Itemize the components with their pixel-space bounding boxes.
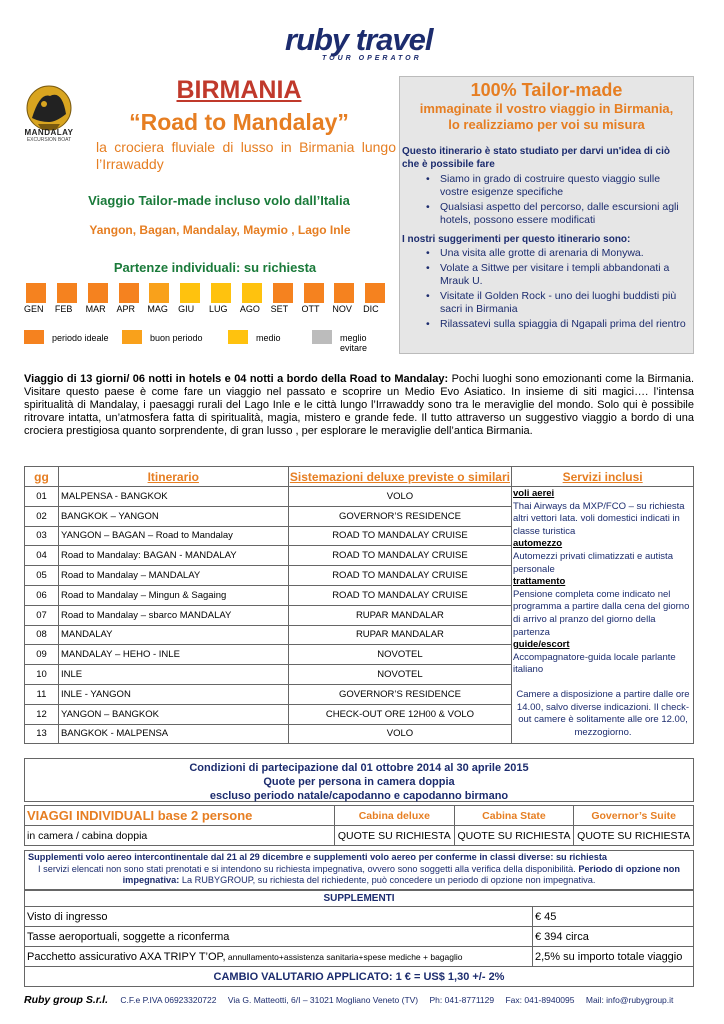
list-item: • Visitate il Golden Rock - uno dei luoghi buddisti più sacri in Birmania bbox=[440, 290, 687, 316]
cruise-description: la crociera fluviale di lusso in Birmania lungo l’Irrawaddy bbox=[96, 139, 396, 172]
accommodation: GOVERNOR’S RESIDENCE bbox=[288, 684, 512, 704]
month-label: AGO bbox=[239, 304, 260, 314]
itinerary-stage: INLE bbox=[58, 665, 288, 685]
table-header-row bbox=[25, 467, 694, 487]
tailor-made-line: Viaggio Tailor-made incluso volo dall’Italia bbox=[88, 193, 350, 208]
supplement-note-option-text: La RUBYGROUP, su richiesta del richiedente, può concedere un periodo di opzione non impegnativa. bbox=[179, 875, 596, 885]
col-header-services: Servizi inclusi bbox=[512, 467, 694, 487]
tailor-made-bullets bbox=[440, 173, 687, 227]
month-cell bbox=[180, 283, 200, 303]
trip-description bbox=[24, 373, 694, 438]
table-row bbox=[25, 907, 694, 927]
header bbox=[0, 22, 724, 70]
legend-label: meglio evitare bbox=[340, 333, 368, 353]
month-cell bbox=[57, 283, 77, 303]
brand-tagline: TOUR OPERATOR bbox=[322, 55, 422, 62]
months-labels bbox=[24, 304, 394, 316]
supplements-title: SUPPLEMENTI bbox=[25, 891, 694, 907]
itinerary-stage: MALPENSA - BANGKOK bbox=[58, 487, 288, 507]
trip-description-text: Pochi luoghi sono emozionanti come la Birmania. Visitare questo paese è come fare un viaggio nel passato e scoprire un Medio Evo Asiatico. In insieme di siti magici…. l’intensa spiritualità di Mandalay, i paesaggi rurali del Lago Inle e le città lungo l’Irrawaddy sono tra le meraviglie del mondo. Solo qui è possibile ritrovare intatta, un’atmosfera fatta di spiritualità, magia, mistero e grande fede. Il tutto attraverso un suggestivo viaggio a bordo di una crociera prestigiosa quanto sorprendente, di gran lusso , per esplorare le meraviglie dell’antica Birmania. bbox=[24, 373, 694, 437]
col-header-day: gg bbox=[25, 467, 59, 487]
day-number: 12 bbox=[25, 704, 59, 724]
itinerary-stage: YANGON – BAGAN – Road to Mandalay bbox=[58, 526, 288, 546]
services-guide-title: guide/escort bbox=[513, 639, 570, 651]
tailor-made-intro: Questo itinerario è stato studiato per darvi un'idea di ciò che è possibile fare bbox=[402, 146, 670, 170]
included-services bbox=[513, 488, 693, 739]
col-header-itinerary: Itinerario bbox=[58, 467, 288, 487]
departures-line: Partenze individuali: su richiesta bbox=[113, 260, 317, 275]
services-board-title: trattamento bbox=[513, 576, 566, 588]
page-subtitle: “Road to Mandalay” bbox=[129, 109, 349, 135]
services-guide: Accompagnatore-guida locale parlante italiano bbox=[513, 651, 676, 676]
footer-company: Ruby group S.r.l. bbox=[24, 994, 109, 1006]
supplement-notes bbox=[24, 850, 694, 890]
month-cell bbox=[365, 283, 385, 303]
supplement-note-flights: Supplementi volo aereo intercontinentale dal 21 al 29 dicembre e supplementi volo aereo per conferme in classi diverse: su richiesta bbox=[28, 852, 608, 862]
cities-line: Yangon, Bagan, Mandalay, Maymio , Lago Inle bbox=[89, 223, 351, 237]
supplement-label: Pacchetto assicurativo AXA TRIPY T’OP, bbox=[27, 950, 226, 963]
accommodation: ROAD TO MANDALAY CRUISE bbox=[288, 585, 512, 605]
day-number: 08 bbox=[25, 625, 59, 645]
suggestions-list bbox=[440, 247, 687, 331]
month-cell bbox=[273, 283, 293, 303]
period-legend bbox=[24, 330, 394, 353]
list-item: • Rilassatevi sulla spiaggia di Ngapali prima del rientro bbox=[440, 318, 687, 331]
accommodation: RUPAR MANDALAR bbox=[288, 605, 512, 625]
services-board: Pensione completa come indicato nel programma a partire dalla cena del giorno di arrivo al pranzo del giorno della partenza bbox=[513, 588, 690, 638]
month-cell bbox=[334, 283, 354, 303]
accommodation: ROAD TO MANDALAY CRUISE bbox=[288, 526, 512, 546]
accommodation: NOVOTEL bbox=[288, 665, 512, 685]
accommodation: ROAD TO MANDALAY CRUISE bbox=[288, 566, 512, 586]
logo-subtext: EXCURSION BOAT bbox=[26, 137, 72, 143]
services-rooms: Camere a disposizione a partire dalle ore 14.00, salvo diverse indicazioni. Il check-out camere è solitamente alle ore 12.00, mezzogiorno. bbox=[516, 688, 690, 738]
month-label: GIU bbox=[178, 304, 195, 314]
month-label: SET bbox=[270, 304, 289, 314]
accommodation: VOLO bbox=[288, 487, 512, 507]
legend-swatch bbox=[228, 330, 248, 344]
title-block bbox=[80, 76, 398, 136]
day-number: 09 bbox=[25, 645, 59, 665]
day-number: 02 bbox=[25, 506, 59, 526]
month-cell bbox=[211, 283, 231, 303]
services-flights-title: voli aerei bbox=[513, 488, 555, 499]
accommodation: GOVERNOR’S RESIDENCE bbox=[288, 506, 512, 526]
supplements-header-row bbox=[25, 891, 694, 907]
day-number: 03 bbox=[25, 526, 59, 546]
accommodation: NOVOTEL bbox=[288, 645, 512, 665]
itinerary-stage: BANGKOK – YANGON bbox=[58, 506, 288, 526]
tailor-made-sub2: lo realizziamo per voi su misura bbox=[448, 117, 645, 132]
month-label: APR bbox=[116, 304, 136, 314]
logo-text: MANDALAY bbox=[24, 128, 74, 137]
legend-swatch bbox=[312, 330, 332, 344]
trip-description-lead: Viaggio di 13 giorni/ 06 notti in hotels e 04 notti a bordo della Road to Mandalay: bbox=[24, 373, 449, 385]
day-number: 10 bbox=[25, 665, 59, 685]
day-number: 01 bbox=[25, 487, 59, 507]
exchange-rate: CAMBIO VALUTARIO APPLICATO: 1 € = US$ 1,30 +/- 2% bbox=[25, 967, 694, 987]
conditions-box bbox=[24, 758, 694, 802]
month-label: FEB bbox=[54, 304, 73, 314]
list-item: • Siamo in grado di costruire questo viaggio sulle vostre esigenze specifiche bbox=[440, 173, 687, 199]
month-label: MAG bbox=[147, 304, 168, 314]
itinerary-stage: MANDALAY bbox=[58, 625, 288, 645]
supplement-label-insurance bbox=[25, 947, 533, 967]
services-flights: Thai Airways da MXP/FCO – su richiesta altri vettori Iata. voli domestici indicati in classe turistica bbox=[513, 500, 685, 537]
col-header-cabin-state: Cabina State bbox=[454, 806, 574, 826]
quote-value: QUOTE SU RICHIESTA bbox=[574, 826, 694, 846]
itinerary-stage: Road to Mandalay – Mingun & Sagaing bbox=[58, 585, 288, 605]
supplement-label: Visto di ingresso bbox=[25, 907, 533, 927]
conditions-line2: Quote per persona in camera doppia bbox=[263, 776, 455, 788]
legend-swatch bbox=[122, 330, 142, 344]
services-car: Automezzi privati climatizzati e autista personale bbox=[513, 550, 673, 575]
supplements-table bbox=[24, 890, 694, 987]
month-cell bbox=[149, 283, 169, 303]
month-label: MAR bbox=[85, 304, 106, 314]
itinerary-stage: Road to Mandalay – sbarco MANDALAY bbox=[58, 605, 288, 625]
footer-address: Via G. Matteotti, 6/I – 31021 Mogliano Veneto (TV) bbox=[227, 995, 419, 1005]
tailor-made-title: 100% Tailor-made bbox=[470, 80, 623, 100]
month-label: NOV bbox=[332, 304, 352, 314]
months-rating-bar bbox=[24, 283, 394, 303]
quotes-header-row bbox=[25, 806, 694, 826]
list-item: • Qualsiasi aspetto del percorso, dalle escursioni agli hotels, possono essere modificati bbox=[440, 201, 687, 227]
accommodation: RUPAR MANDALAR bbox=[288, 625, 512, 645]
day-number: 04 bbox=[25, 546, 59, 566]
footer-phone: Ph: 041-8771129 bbox=[429, 995, 495, 1005]
supplement-note-services-text: I servizi elencati non sono stati prenotati e si intendono su richiesta impegnativa, ovvero sono soggetti alla verifica della disponibilità. bbox=[38, 863, 576, 874]
month-label: DIC bbox=[363, 304, 379, 314]
day-number: 07 bbox=[25, 605, 59, 625]
month-cell bbox=[88, 283, 108, 303]
accommodation: VOLO bbox=[288, 724, 512, 744]
tailor-made-box bbox=[399, 76, 694, 354]
itinerary-stage: INLE - YANGON bbox=[58, 684, 288, 704]
tailor-made-sub1: immaginate il vostro viaggio in Birmania, bbox=[419, 101, 674, 116]
supplement-label: Tasse aeroportuali, soggette a riconferma bbox=[25, 927, 533, 947]
month-label: GEN bbox=[24, 304, 44, 314]
legend-label: medio bbox=[256, 333, 281, 343]
quote-value: QUOTE SU RICHIESTA bbox=[454, 826, 574, 846]
itinerary-stage: MANDALAY – HEHO - INLE bbox=[58, 645, 288, 665]
footer-fax: Fax: 041-8940095 bbox=[505, 995, 575, 1005]
table-row bbox=[25, 927, 694, 947]
col-header-accommodation: Sistemazioni deluxe previste o similari bbox=[288, 467, 512, 487]
itinerary-stage: Road to Mandalay: BAGAN - MANDALAY bbox=[58, 546, 288, 566]
conditions-line3: escluso periodo natale/capodanno e capodanno birmano bbox=[209, 790, 509, 802]
suggestions-title: I nostri suggerimenti per questo itinerario sono: bbox=[402, 234, 631, 245]
month-cell bbox=[119, 283, 139, 303]
page-title: BIRMANIA bbox=[176, 76, 302, 104]
itinerary-stage: YANGON – BANGKOK bbox=[58, 704, 288, 724]
conditions-line1: Condizioni di partecipazione dal 01 ottobre 2014 al 30 aprile 2015 bbox=[189, 762, 529, 774]
table-row bbox=[25, 947, 694, 967]
quote-value: QUOTE SU RICHIESTA bbox=[335, 826, 455, 846]
list-item: • Volate a Sittwe per visitare i templi abbandonati a Mrauk U. bbox=[440, 262, 687, 288]
quotes-row-label: in camera / cabina doppia bbox=[25, 826, 335, 846]
quotes-title: VIAGGI INDIVIDUALI base 2 persone bbox=[25, 806, 335, 826]
day-number: 05 bbox=[25, 566, 59, 586]
col-header-cabin-deluxe: Cabina deluxe bbox=[335, 806, 455, 826]
day-number: 11 bbox=[25, 684, 59, 704]
supplement-note-services bbox=[28, 864, 690, 887]
footer-vat: C.F.e P.IVA 06923320722 bbox=[120, 995, 217, 1005]
day-number: 13 bbox=[25, 724, 59, 744]
supplement-value: € 394 circa bbox=[533, 927, 694, 947]
table-row bbox=[25, 826, 694, 846]
brand-logo: ruby travel bbox=[285, 22, 433, 57]
accommodation: CHECK-OUT ORE 12H00 & VOLO bbox=[288, 704, 512, 724]
month-cell bbox=[26, 283, 46, 303]
supplement-value: 2,5% su importo totale viaggio bbox=[533, 947, 694, 967]
legend-swatch bbox=[24, 330, 44, 344]
accommodation: ROAD TO MANDALAY CRUISE bbox=[288, 546, 512, 566]
footer-mail: Mail: info@rubygroup.it bbox=[585, 995, 674, 1005]
supplement-value: € 45 bbox=[533, 907, 694, 927]
itinerary-stage: BANGKOK - MALPENSA bbox=[58, 724, 288, 744]
services-car-title: automezzo bbox=[513, 538, 563, 550]
month-label: LUG bbox=[209, 304, 228, 314]
list-item: • Una visita alle grotte di arenaria di Monywa. bbox=[440, 247, 687, 260]
day-number: 06 bbox=[25, 585, 59, 605]
quotes-table bbox=[24, 805, 694, 846]
month-cell bbox=[304, 283, 324, 303]
month-cell bbox=[242, 283, 262, 303]
itinerary-stage: Road to Mandalay – MANDALAY bbox=[58, 566, 288, 586]
month-label: OTT bbox=[301, 304, 320, 314]
supplement-label-detail: annullamento+assistenza sanitaria+spese mediche + bagaglio bbox=[225, 951, 463, 962]
legend-label: periodo ideale bbox=[52, 333, 109, 343]
legend-label: buon periodo bbox=[150, 333, 203, 343]
col-header-governor-suite: Governor’s Suite bbox=[574, 806, 694, 826]
footer bbox=[24, 994, 714, 1006]
table-row bbox=[25, 967, 694, 987]
supplement-note-option-title: Periodo di opzione non impegnativa: bbox=[122, 863, 680, 885]
